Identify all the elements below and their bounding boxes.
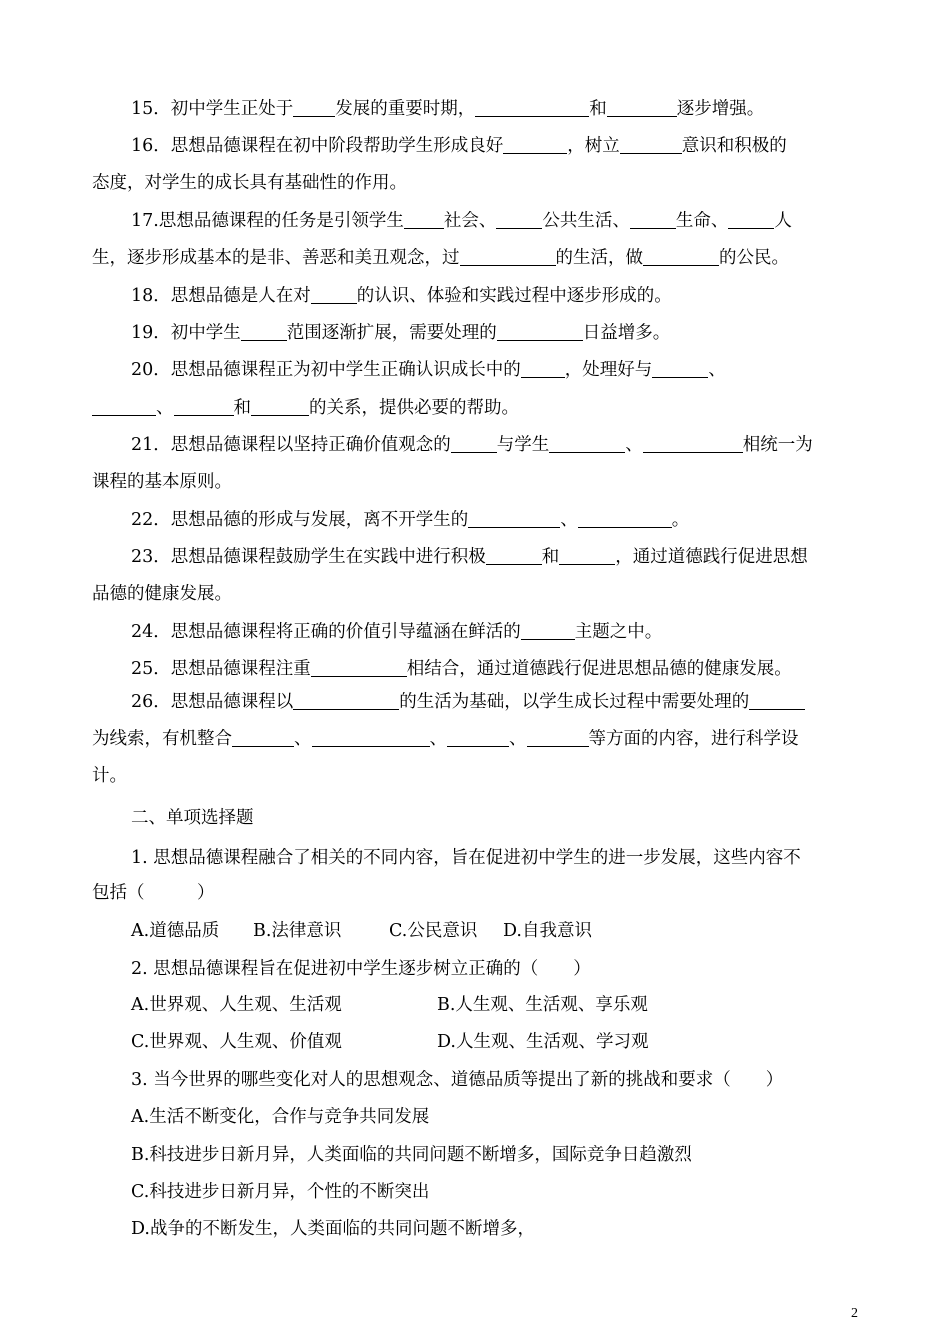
blank[interactable] — [486, 547, 542, 565]
mc-question-2: 2. 思想品德课程旨在促进初中学生逐步树立正确的（ ） — [131, 959, 591, 979]
blank[interactable] — [749, 692, 805, 710]
question-25: 25．思想品德课程注重 相结合，通过道德践行促进思想品德的健康发展。 — [131, 659, 792, 679]
blank[interactable] — [521, 622, 575, 640]
mc-options-2a — [131, 993, 648, 1017]
option-c[interactable]: C.公民意识 — [389, 921, 478, 941]
question-22: 22．思想品德的形成与发展，离不开学生的 、 。 — [131, 510, 690, 530]
question-21-cont: 课程的基本原则。 — [92, 472, 232, 492]
blank[interactable] — [496, 211, 542, 229]
blank[interactable] — [630, 211, 676, 229]
mc-question-1-cont: 包括（ ） — [92, 883, 215, 903]
blank[interactable] — [475, 99, 589, 117]
blank[interactable] — [460, 248, 556, 266]
option-a[interactable]: A.生活不断变化，合作与竞争共同发展 — [131, 1107, 430, 1127]
blank[interactable] — [92, 398, 156, 416]
blank[interactable] — [521, 360, 565, 378]
option-d[interactable]: D.自我意识 — [503, 921, 592, 941]
question-16-cont: 态度，对学生的成长具有基础性的作用。 — [92, 173, 407, 193]
option-c[interactable]: C.科技进步日新月异，个性的不断突出 — [131, 1182, 430, 1202]
blank[interactable] — [652, 360, 708, 378]
mc-question-3: 3. 当今世界的哪些变化对人的思想观念、道德品质等提出了新的挑战和要求（ ） — [131, 1070, 784, 1090]
blank[interactable] — [447, 729, 509, 747]
blank[interactable] — [607, 99, 677, 117]
option-a[interactable]: A.道德品质 — [131, 921, 220, 941]
option-b[interactable]: B.科技进步日新月异，人类面临的共同问题不断增多，国际竞争日趋激烈 — [131, 1145, 692, 1165]
blank[interactable] — [559, 547, 615, 565]
blank[interactable] — [468, 510, 560, 528]
blank[interactable] — [293, 99, 335, 117]
blank[interactable] — [312, 729, 430, 747]
blank[interactable] — [497, 323, 583, 341]
blank[interactable] — [451, 435, 497, 453]
mc-question-1: 1. 思想品德课程融合了相关的不同内容，旨在促进初中学生的进一步发展，这些内容不 — [131, 848, 801, 868]
blank[interactable] — [503, 136, 567, 154]
question-17: 17.思想品德课程的任务是引领学生 社会、 公共生活、 生命、 人 — [131, 211, 792, 231]
mc-options-1 — [131, 919, 592, 943]
question-26: 26．思想品德课程以 的生活为基础，以学生成长过程中需要处理的 — [131, 690, 805, 714]
question-19: 19．初中学生 范围逐渐扩展，需要处理的 日益增多。 — [131, 323, 671, 343]
option-b[interactable]: B.法律意识 — [253, 921, 342, 941]
question-23-cont: 品德的健康发展。 — [92, 584, 232, 604]
page-number: 2 — [851, 1306, 858, 1321]
blank[interactable] — [404, 211, 444, 229]
question-20: 20．思想品德课程正为初中学生正确认识成长中的 ，处理好与 、 — [131, 360, 726, 380]
blank[interactable] — [549, 435, 625, 453]
option-a[interactable]: A.世界观、人生观、生活观 — [131, 995, 342, 1015]
question-21: 21．思想品德课程以坚持正确价值观念的 与学生 、 相统一为 — [131, 435, 813, 455]
blank[interactable] — [620, 136, 682, 154]
question-26-cont2: 计。 — [92, 766, 127, 786]
blank[interactable] — [311, 659, 407, 677]
blank[interactable] — [643, 435, 743, 453]
blank[interactable] — [578, 510, 672, 528]
question-23: 23．思想品德课程鼓励学生在实践中进行积极 和 ，通过道德践行促进思想 — [131, 547, 808, 567]
question-26-cont: 为线索，有机整合 、 、 、 等方面的内容，进行科学设 — [92, 729, 799, 749]
blank[interactable] — [728, 211, 774, 229]
option-d[interactable]: D.战争的不断发生，人类面临的共同问题不断增多， — [131, 1219, 535, 1239]
question-24: 24．思想品德课程将正确的价值引导蕴涵在鲜活的 主题之中。 — [131, 622, 663, 642]
blank[interactable] — [251, 398, 309, 416]
blank[interactable] — [241, 323, 287, 341]
blank[interactable] — [527, 729, 589, 747]
blank[interactable] — [311, 286, 357, 304]
question-20-cont: 、 和 的关系，提供必要的帮助。 — [92, 396, 519, 420]
section-title: 二、单项选择题 — [131, 808, 254, 828]
blank[interactable] — [174, 398, 234, 416]
question-17-cont: 生，逐步形成基本的是非、善恶和美丑观念，过 的生活，做 的公民。 — [92, 248, 789, 268]
option-c[interactable]: C.世界观、人生观、价值观 — [131, 1032, 342, 1052]
mc-options-2b — [131, 1030, 648, 1054]
question-16: 16．思想品德课程在初中阶段帮助学生形成良好 ，树立 意识和积极的 — [131, 136, 787, 156]
blank[interactable] — [643, 248, 719, 266]
question-18: 18．思想品德是人在对 的认识、体验和实践过程中逐步形成的。 — [131, 286, 672, 306]
blank[interactable] — [232, 729, 294, 747]
option-d[interactable]: D.人生观、生活观、学习观 — [437, 1032, 649, 1052]
option-b[interactable]: B.人生观、生活观、享乐观 — [437, 995, 648, 1015]
question-15: 15．初中学生正处于 发展的重要时期， 和 逐步增强。 — [131, 99, 765, 119]
blank[interactable] — [293, 692, 399, 710]
